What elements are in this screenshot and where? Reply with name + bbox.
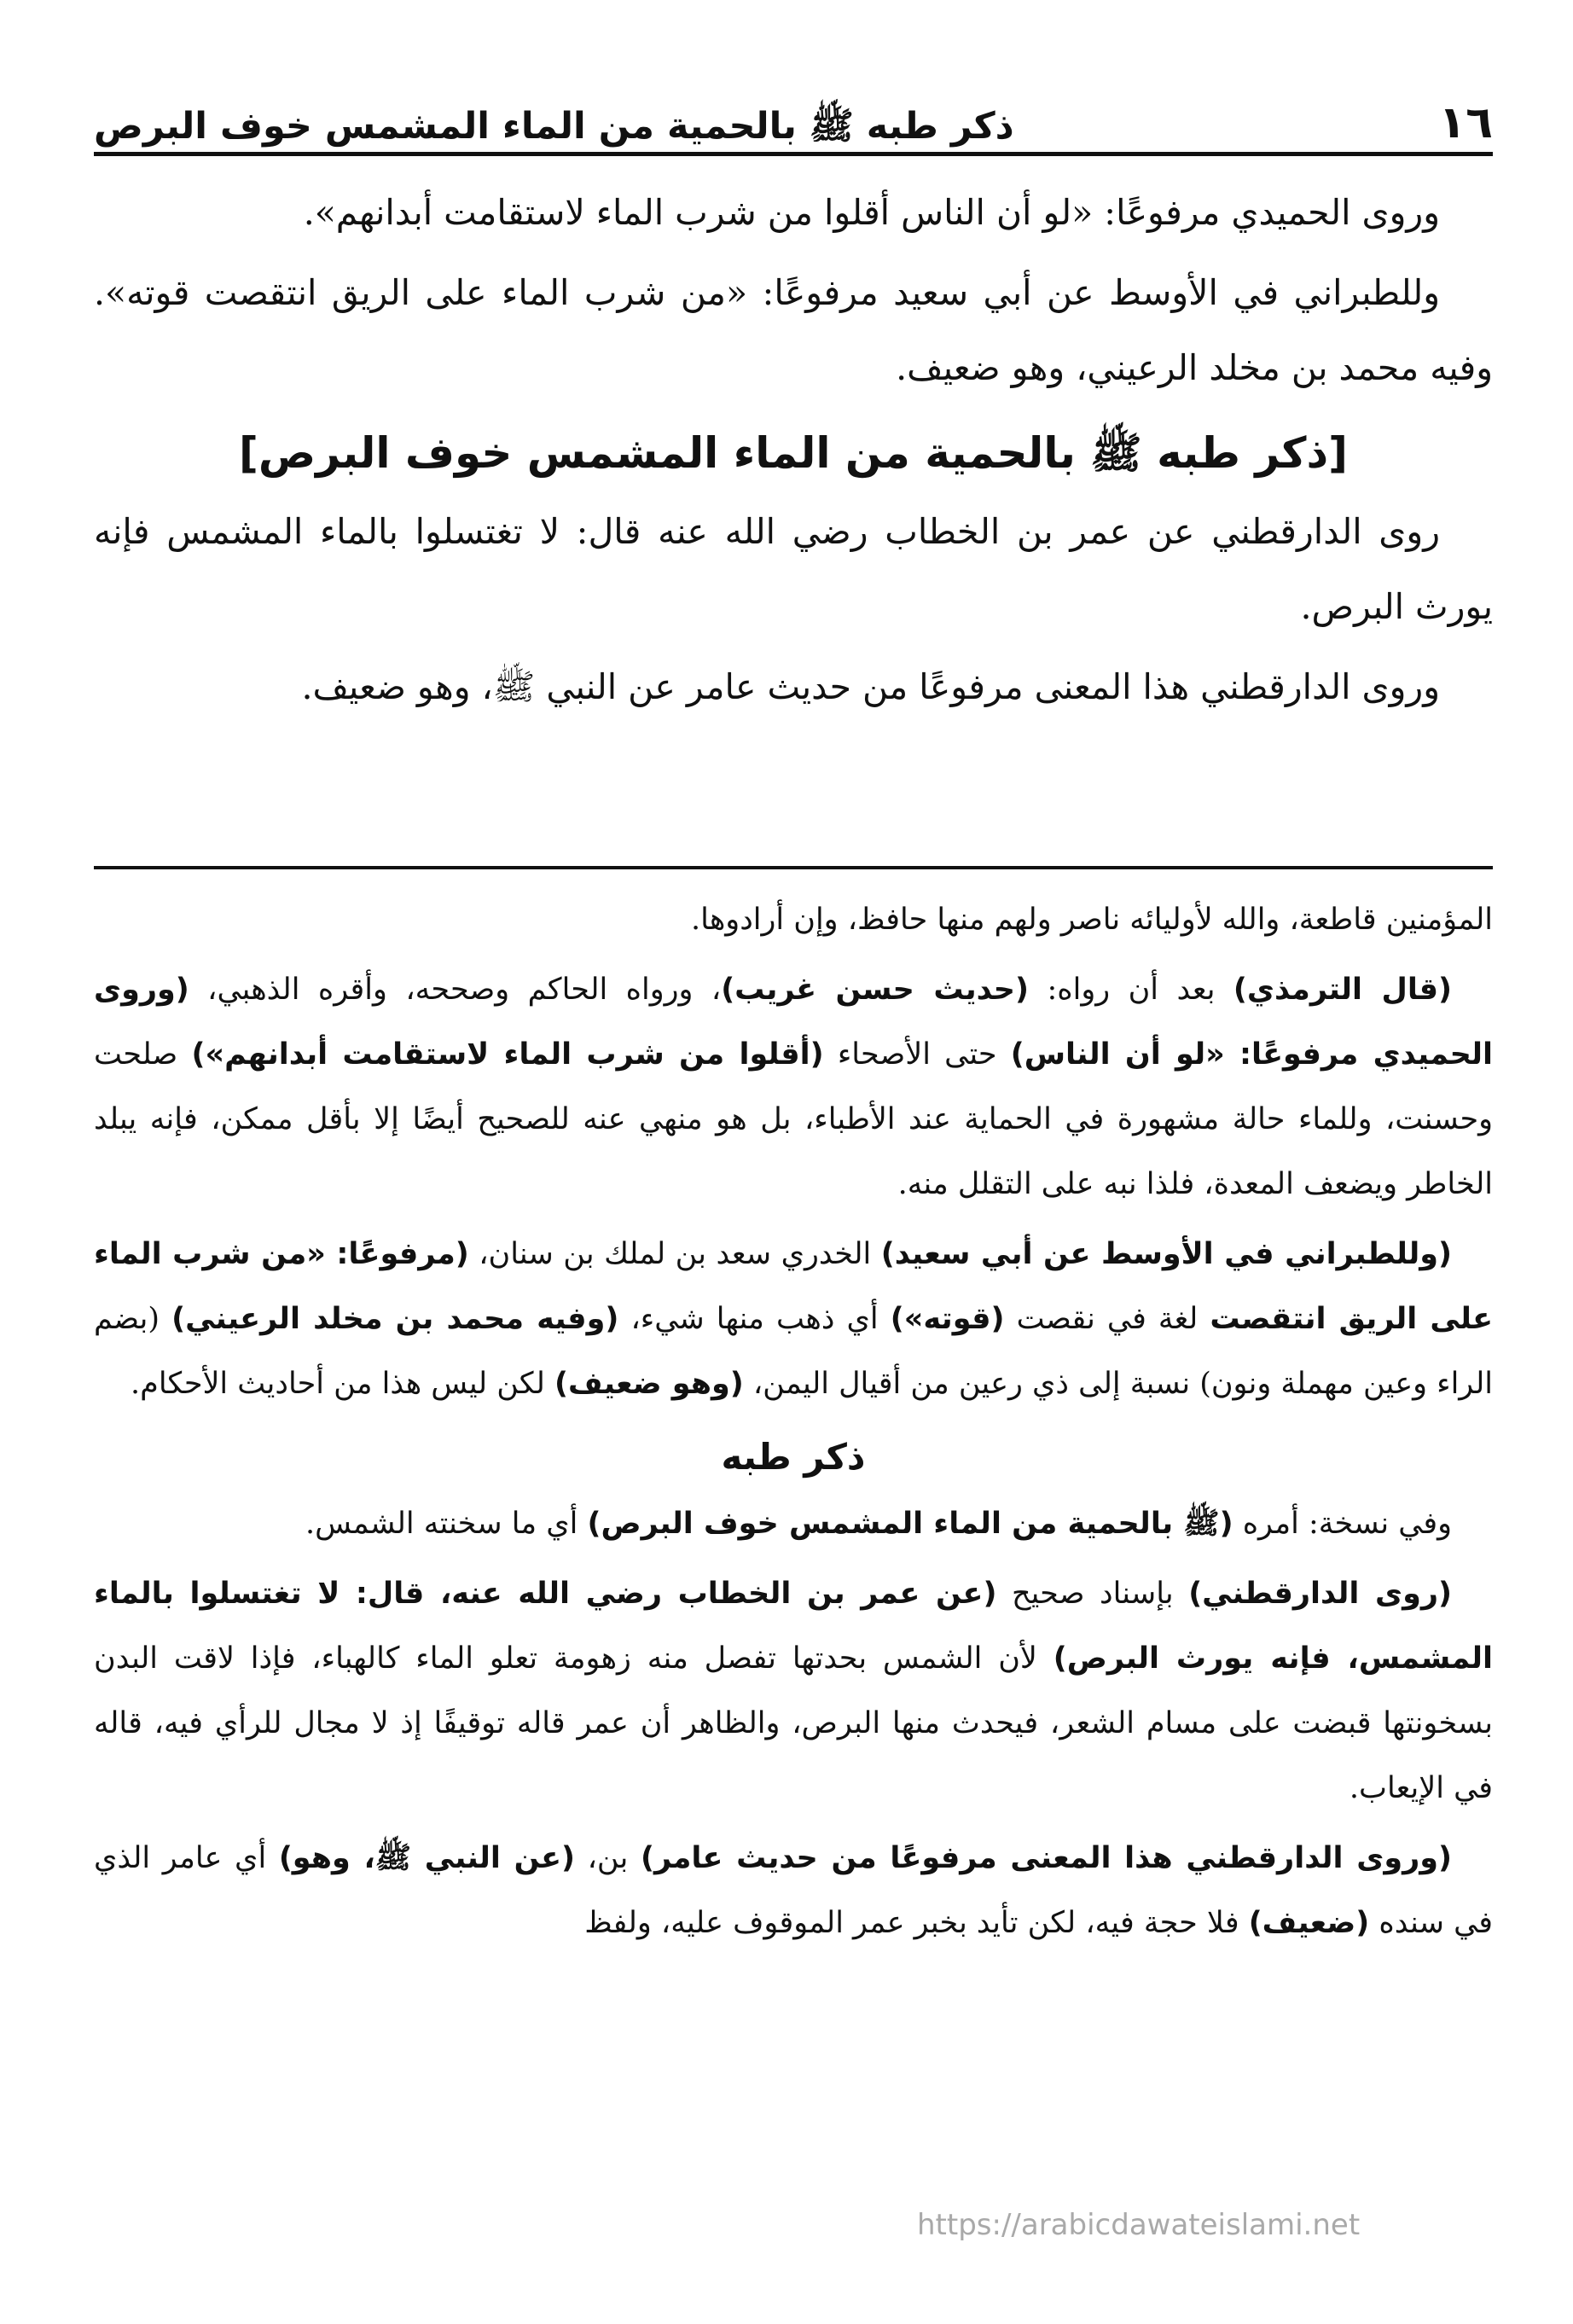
commentary-text: فلا حجة فيه، لكن تأيد بخبر عمر الموقوف عليه، ولفظ [584,1906,1249,1940]
commentary-text: ، ورواه الحاكم وصححه، وأقره الذهبي، [189,973,722,1007]
main-paragraph: روى الدارقطني عن عمر بن الخطاب رضي الله عنه قال: لا تغتسلوا بالماء المشمس فإنه يورث البرص. [94,511,1493,627]
commentary-text: بعد أن رواه: [1029,973,1233,1007]
page-number: ١٦ [1438,97,1493,148]
commentary-text: (بضم الراء وعين مهملة ونون) نسبة إلى ذي رعين من أقيال اليمن، [94,1302,1493,1401]
quoted-text: (وفيه محمد بن مخلد الرعيني) [171,1302,619,1336]
quoted-text: (وللطبراني في الأوسط عن أبي سعيد) [880,1237,1452,1271]
section-heading: [ذكر طبه ﷺ بالحمية من الماء المشمس خوف البرص] [238,428,1349,478]
quoted-text: (حديث حسن غريب) [721,973,1030,1007]
quoted-text: (وروى الحميدي مرفوعًا: «لو أن الناس) [94,973,1493,1072]
commentary-text: لأن الشمس بحدتها تفصل منه زهومة تعلو الماء كالهباء، فإذا لاقت البدن بسخونتها قبضت على مسام الشعر، فيحدث منها البرص، والظاهر أن عمر قاله توقيفًا إذ لا مجال للرأي فيه، قاله في الإيعاب. [94,1641,1494,1805]
quoted-text: (أقلوا من شرب الماء لاستقامت أبدانهم») [191,1037,824,1072]
commentary-paragraph [94,1222,1493,1416]
commentary-text: أي ذهب منها شيء، [618,1302,891,1336]
quoted-text: (مرفوعًا: «من شرب الماء على الريق انتقصت [94,1237,1493,1336]
quoted-text: (ﷺ بالحمية من الماء المشمس خوف البرص) [587,1507,1233,1541]
main-paragraph: وروى الدارقطني هذا المعنى مرفوعًا من حديث عامر عن النبي ﷺ، وهو ضعيف. [301,666,1440,707]
main-paragraph: وللطبراني في الأوسط عن أبي سعيد مرفوعًا: «من شرب الماء على الريق انتقصت قوته». وفيه محمد بن مخلد الرعيني، وهو ضعيف. [94,272,1493,388]
commentary-paragraph: المؤمنين قاطعة، والله لأوليائه ناصر ولهم منها حافظ، وإن أرادوها. [691,903,1493,937]
quoted-text: (قوته») [890,1302,1005,1336]
quoted-text: (روى الدارقطني) [1188,1577,1453,1611]
quoted-text: (عن النبي ﷺ، وهو) [278,1841,575,1875]
main-text [94,175,1493,729]
book-page [94,0,1493,2324]
commentary-text: أي ما سخنته الشمس. [305,1507,588,1541]
commentary [94,887,1493,1961]
running-title: ذكر طبه ﷺ بالحمية من الماء المشمس خوف البرص [94,105,1014,148]
quoted-text: (وروى الدارقطني هذا المعنى مرفوعًا من حديث عامر) [640,1841,1452,1875]
footnote-divider [94,866,1493,869]
commentary-text: أي عامر الذي في سنده [94,1841,1493,1940]
commentary-text: لغة في نقصت [1004,1302,1210,1336]
watermark-url: https://arabicdawateislami.net [917,2208,1361,2242]
main-paragraph: وروى الحميدي مرفوعًا: «لو أن الناس أقلوا من شرب الماء لاستقامت أبدانهم». [303,192,1440,233]
commentary-text: لكن ليس هذا من أحاديث الأحكام. [131,1367,555,1401]
commentary-paragraph [94,1826,1493,1955]
quoted-text: (وهو ضعيف) [554,1367,744,1401]
commentary-paragraph [94,1491,1493,1556]
commentary-paragraph [94,1561,1493,1821]
commentary-text: بن، [574,1841,641,1875]
quoted-text: (ضعيف) [1248,1906,1370,1940]
commentary-text: بإسناد صحيح [996,1577,1189,1611]
quoted-text: (عن عمر بن الخطاب رضي الله عنه، قال: لا تغتسلوا بالماء المشمس، فإنه يورث البرص) [94,1577,1493,1676]
commentary-paragraph [94,957,1493,1217]
commentary-heading: ذكر طبه [721,1436,866,1478]
header-rule [94,152,1493,156]
commentary-text: الخدري سعد بن لملك بن سنان، [468,1237,881,1271]
commentary-text: حتى الأصحاء [823,1037,1011,1072]
quoted-text: (قال الترمذي) [1233,973,1452,1007]
running-header [94,77,1493,148]
commentary-text: صلحت وحسنت، وللماء حالة مشهورة في الحماية عند الأطباء، بل هو منهي عنه للصحيح أيضًا إلا بأقل ممكن، فإنه يبلد الخاطر ويضعف المعدة، فلذا نبه على التقلل منه. [94,1037,1493,1201]
commentary-text: وفي نسخة: أمره [1233,1507,1452,1541]
